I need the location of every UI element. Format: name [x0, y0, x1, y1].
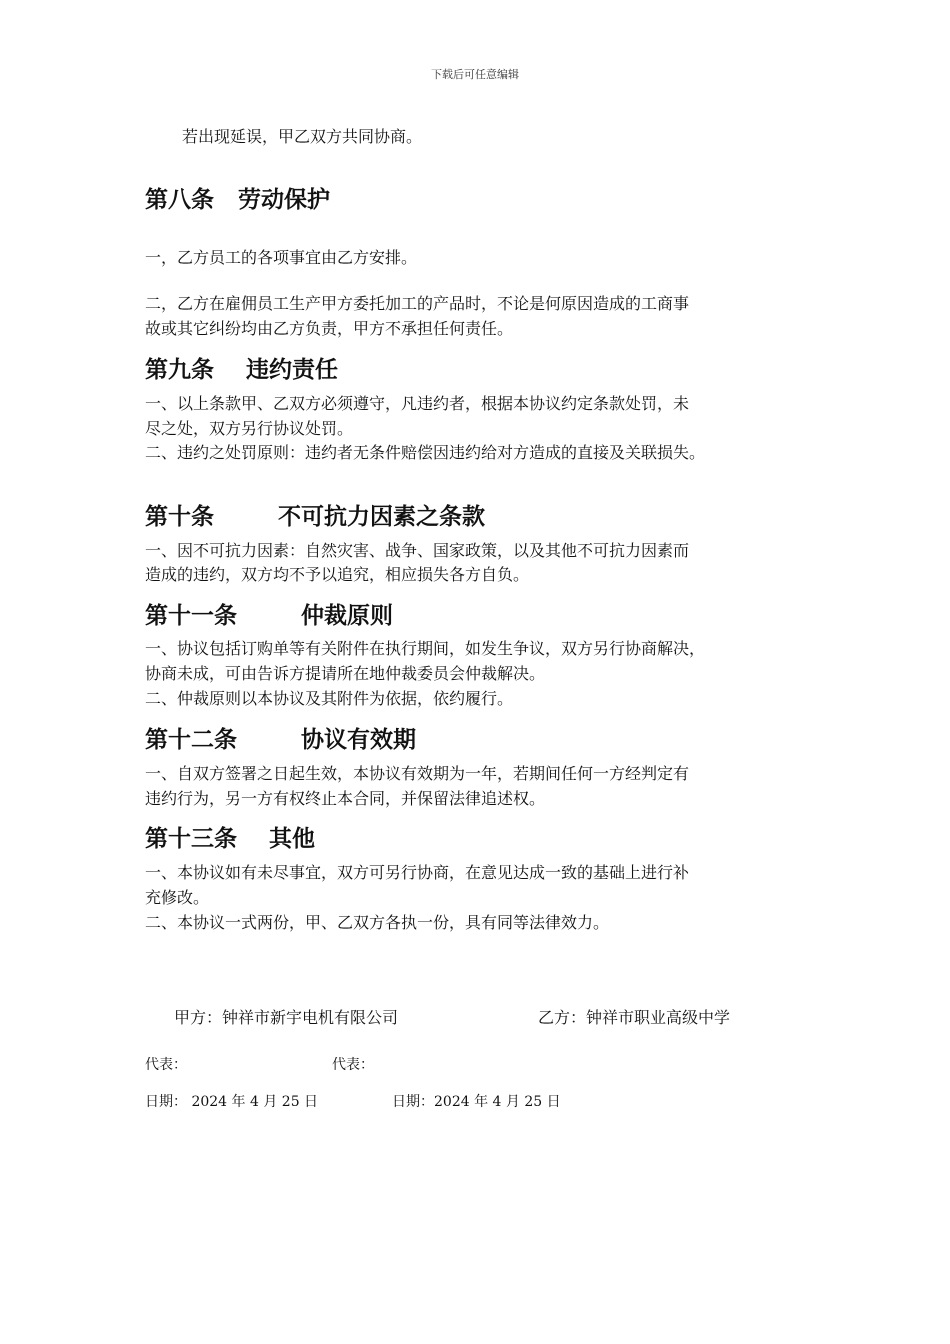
section-8-line-2: 二，乙方在雇佣员工生产甲方委托加工的产品时，不论是何原因造成的工商事: [145, 294, 690, 313]
section-12-title: 第十二条 协议有效期: [145, 727, 417, 753]
section-11-line-1: 一、协议包括订购单等有关附件在执行期间，如发生争议，双方另行协商解决，: [145, 639, 706, 658]
section-10-line-2: 造成的违约，双方均不予以追究，相应损失各方自负。: [145, 565, 530, 584]
section-11-title: 第十一条 仲裁原则: [145, 603, 394, 629]
section-8-line-1: 一，乙方员工的各项事宜由乙方安排。: [145, 248, 418, 267]
section-11-line-2: 协商未成，可由告诉方提请所在地仲裁委员会仲裁解决。: [145, 664, 546, 683]
section-13-title: 第十三条 其他: [145, 826, 316, 852]
page-header: 下载后可任意编辑: [431, 68, 519, 81]
section-9-line-2: 尽之处，双方另行协议处罚。: [145, 419, 354, 438]
party-b-date: 日期：2024 年 4 月 25 日: [392, 1094, 561, 1110]
section-13-line-2: 充修改。: [145, 888, 210, 907]
section-9-line-1: 一、以上条款甲、乙双方必须遵守，凡违约者，根据本协议约定条款处罚，未: [145, 394, 690, 413]
party-a-date: 日期： 2024 年 4 月 25 日: [145, 1094, 319, 1110]
party-a-representative: 代表：: [145, 1057, 187, 1073]
party-b-representative: 代表：: [332, 1057, 374, 1073]
section-11-line-3: 二、仲裁原则以本协议及其附件为依据，依约履行。: [145, 689, 514, 708]
section-10-line-1: 一、因不可抗力因素：自然灾害、战争、国家政策，以及其他不可抗力因素而: [145, 541, 690, 560]
section-8-title: 第八条 劳动保护: [145, 187, 331, 213]
section-9-title: 第九条 违约责任: [145, 357, 339, 383]
section-10-title: 第十条 不可抗力因素之条款: [145, 504, 486, 530]
party-a-name: 甲方：钟祥市新宇电机有限公司: [174, 1008, 399, 1027]
section-9-line-3: 二、违约之处罚原则：违约者无条件赔偿因违约给对方造成的直接及关联损失。: [145, 443, 706, 462]
section-12-line-2: 违约行为，另一方有权终止本合同，并保留法律追述权。: [145, 789, 546, 808]
section-13-line-3: 二、本协议一式两份，甲、乙双方各执一份，具有同等法律效力。: [145, 913, 610, 932]
intro-paragraph: 若出现延误，甲乙双方共同协商。: [182, 127, 423, 146]
section-12-line-1: 一、自双方签署之日起生效，本协议有效期为一年，若期间任何一方经判定有: [145, 764, 690, 783]
party-b-name: 乙方：钟祥市职业高级中学: [538, 1008, 731, 1027]
section-13-line-1: 一、本协议如有未尽事宜，双方可另行协商，在意见达成一致的基础上进行补: [145, 863, 690, 882]
section-8-line-3: 故或其它纠纷均由乙方负责，甲方不承担任何责任。: [145, 319, 514, 338]
